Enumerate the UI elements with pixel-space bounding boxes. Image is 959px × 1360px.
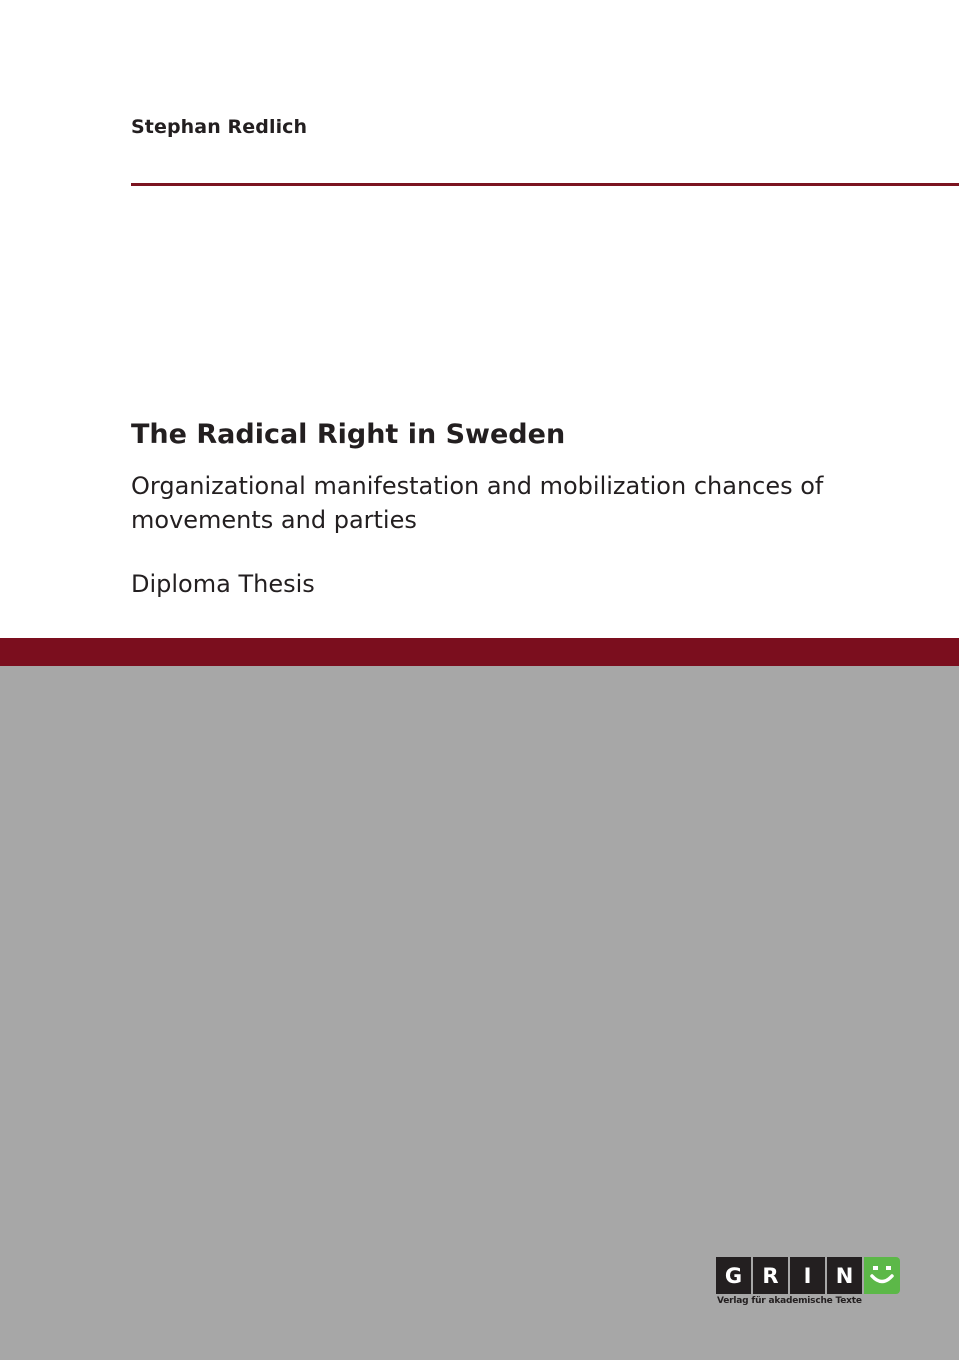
logo-letter-n: N [827, 1257, 862, 1294]
publisher-logo [716, 1257, 912, 1311]
logo-letter-i: I [790, 1257, 825, 1294]
smile-icon [864, 1257, 900, 1294]
publisher-tagline: Verlag für akademische Texte [717, 1296, 862, 1306]
logo-letter-g: G [716, 1257, 751, 1294]
author-name: Stephan Redlich [131, 116, 308, 138]
author-divider [131, 183, 959, 186]
logo-letter-r: R [753, 1257, 788, 1294]
book-title: The Radical Right in Sweden [131, 419, 566, 450]
accent-band [0, 638, 959, 666]
book-subtitle: Organizational manifestation and mobilization chances of movements and parties [131, 472, 824, 534]
cover-upper-panel [0, 0, 959, 638]
cover-lower-panel [0, 666, 959, 1360]
document-type: Diploma Thesis [131, 570, 315, 598]
logo-letter-row [716, 1257, 900, 1294]
